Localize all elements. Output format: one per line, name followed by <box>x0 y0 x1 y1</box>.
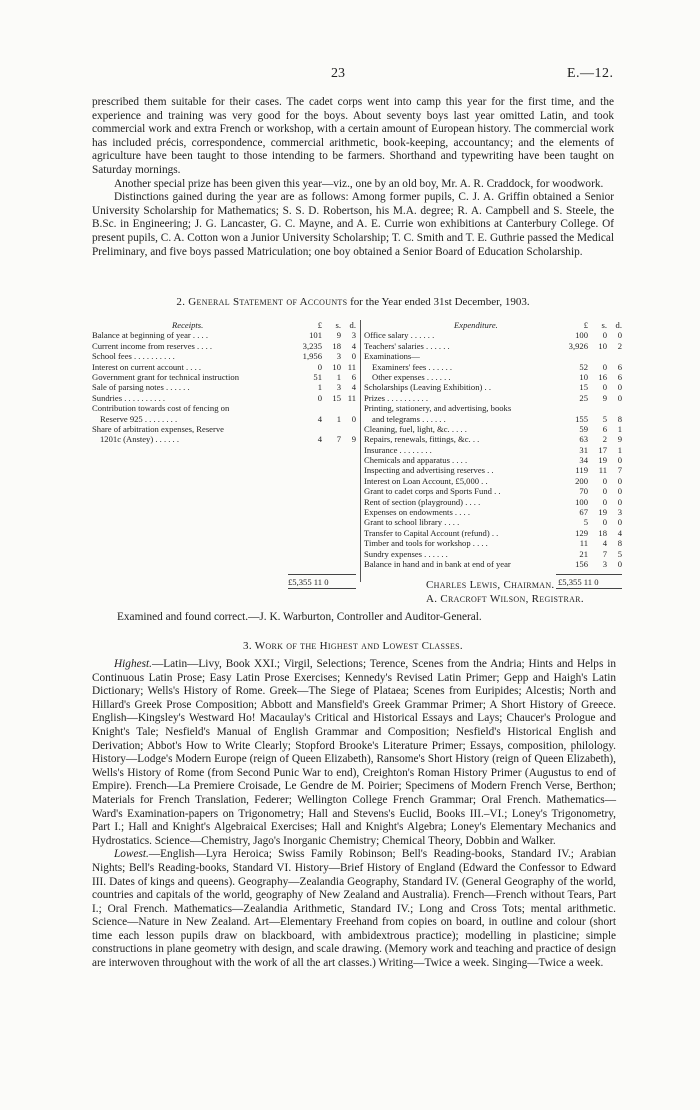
receipts-shillings: 3 <box>336 351 341 362</box>
pence-head: d. <box>615 320 622 330</box>
expenditure-shillings: 18 <box>598 527 607 538</box>
expenditure-row <box>364 507 622 517</box>
expenditure-pence: 0 <box>617 455 622 466</box>
receipts-pence: 11 <box>347 361 356 372</box>
expenditure-pounds: 5 <box>583 517 588 528</box>
receipts-label: Sundries . . . . . . . . . . <box>92 392 166 403</box>
expenditure-shillings: 11 <box>598 465 607 476</box>
expenditure-row <box>364 455 622 465</box>
receipts-pence: 11 <box>347 392 356 403</box>
expenditure-row <box>364 414 622 424</box>
expenditure-label: Transfer to Capital Account (refund) . . <box>364 527 499 538</box>
receipts-total-underline <box>288 588 356 589</box>
expenditure-pounds: 100 <box>575 330 588 341</box>
receipts-pounds: 4 <box>317 413 322 424</box>
receipts-shillings: 9 <box>336 330 341 341</box>
expenditure-pence: 0 <box>617 517 622 528</box>
highest-text: —Latin—Livy, Book XXI.; Virgil, Selections; Terence, Scenes from the Andria; Hints and Helps in Continuous Latin Prose; Easy Latin Prose Exercises; Kennedy's Revised Latin Primer; Gepp and Haigh's Latin Dictionary; Wells's History of Rome. Greek—The Siege of Plataea; Scenes from Euripides; Alcestis; North and Hillard's Greek Prose Composition; Abbott and Mansfield's Greek Grammar Primer; A Short History of Greece. English—Kingsley's Westward Ho! Macaulay's Critical and Historical Essays and Lays; Chaucer's Prologue and Knight's Tale; Nesfield's Manual of English Grammar and Composition; Nesfield's Historical English and Derivation; Abbot's How to Write Clearly; Stopford Brooke's Literature Primer; Essays, composition, philology. History—Lodge's Modern Europe (reign of Queen Elizabeth), Ransome's Short History (reign of Queen Elizabeth), Wells's History of Rome (from Second Punic War to end), Creighton's Roman History Primer (Augustus to end of Empire). French—La Premiere Croisade, Le Gendre de M. Poirier; Specimens of Modern French Verse, Berthon; Materials for French Translation, Federer; Wellington College French Grammar; Oral French. Mathematics—Ward's Examination-papers on Trigonometry; Hall and Stevens's Euclid, Books III.–VI.; Loney's Trigonometry, Part I.; Hall and Knight's Algebraical Exercises; Hall and Knight's Algebra; Loney's Elementary Mechanics and Hydrostatics. Science—Chemistry, Jago's Inorganic Chemistry; Chemical Theory, Dobbin and Walker. <box>92 658 616 847</box>
accounts-title-rest: for the Year ended 31st December, 1903. <box>347 296 530 308</box>
expenditure-shillings: 0 <box>602 382 607 393</box>
audit-statement: Examined and found correct.—J. K. Warburton, Controller and Auditor-General. <box>117 611 482 623</box>
expenditure-pence: 0 <box>617 382 622 393</box>
expenditure-label: Balance in hand and in bank at end of year <box>364 558 511 569</box>
receipts-pence: 6 <box>351 371 356 382</box>
expenditure-total-rule <box>556 574 622 575</box>
expenditure-row <box>364 434 622 444</box>
expenditure-pence: 1 <box>617 423 622 434</box>
highest-label: Highest. <box>114 658 152 670</box>
receipts-label: Share of arbitration expenses, Reserve <box>92 423 224 434</box>
expenditure-label: Expenses on endowments . . . . <box>364 507 470 518</box>
intro-section <box>92 96 614 259</box>
intro-paragraph-1: prescribed them suitable for their cases. The cadet corps went into camp this year for the first time, and the experience and training was very good for the boys. About seventy boys last year omitted Latin, and took commercial work and extra French or workshop, with a certain amount of European history. The commercial work has included précis, correspondence, commercial arithmetic, book-keeping, accountancy; and the elements of agriculture have been taught to those intending to be farmers. Shorthand and typewriting have been taught on Saturday mornings. <box>92 96 614 176</box>
expenditure-shillings: 0 <box>602 517 607 528</box>
page-number: 23 <box>331 66 345 81</box>
expenditure-pence: 9 <box>617 434 622 445</box>
pounds-head: £ <box>317 320 322 330</box>
expenditure-shillings: 0 <box>602 475 607 486</box>
expenditure-label: Grant to cadet corps and Sports Fund . . <box>364 486 501 497</box>
expenditure-label: Inspecting and advertising reserves . . <box>364 465 494 476</box>
highest-class-paragraph <box>92 658 616 848</box>
registrar-signature: A. Cracroft Wilson, Registrar. <box>426 593 584 605</box>
expenditure-label: Printing, stationery, and advertising, books <box>364 403 512 414</box>
expenditure-pounds: 52 <box>579 361 588 372</box>
receipts-pence: 4 <box>351 340 356 351</box>
expenditure-pence: 0 <box>617 475 622 486</box>
expenditure-pounds: 119 <box>575 465 588 476</box>
receipts-row <box>92 362 356 372</box>
expenditure-pence: 0 <box>617 486 622 497</box>
page-header <box>0 66 700 84</box>
expenditure-pounds: 11 <box>579 538 588 549</box>
expenditure-pence: 8 <box>617 413 622 424</box>
expenditure-pounds: 67 <box>579 507 588 518</box>
receipts-total: £5,355 11 0 <box>288 577 329 587</box>
expenditure-shillings: 19 <box>598 507 607 518</box>
receipts-shillings: 3 <box>336 382 341 393</box>
intro-paragraph-3: Distinctions gained during the year are as follows: Among former pupils, C. J. A. Griffin obtained a Senior University Scholarship for Mathematics; S. S. D. Robertson, his M.A. degree; R. A. Campbell and S. Steele, the B.Sc. in Engineering; J. G. Lancaster, G. C. Mayne, and A. E. Currie won exhibitions at Canterbury College. Of present pupils, C. A. Cotton won a Junior University Scholarship; T. C. Smith and T. E. Guthrie passed the Medical Preliminary, and five boys passed Matriculation; one boy obtained a Senior Board of Education Scholarship. <box>92 191 614 258</box>
expenditure-pence: 5 <box>617 548 622 559</box>
expenditure-pounds: 129 <box>575 527 588 538</box>
expenditure-pounds: 59 <box>579 423 588 434</box>
expenditure-label: Timber and tools for workshop . . . . <box>364 538 488 549</box>
expenditure-row <box>364 559 622 569</box>
expenditure-shillings: 0 <box>602 496 607 507</box>
column-divider <box>360 320 361 582</box>
document-reference: E.—12. <box>567 66 614 81</box>
receipts-column <box>92 320 356 445</box>
receipts-row <box>92 414 356 424</box>
expenditure-row <box>364 465 622 475</box>
expenditure-shillings: 9 <box>602 392 607 403</box>
pounds-head: £ <box>583 320 588 330</box>
expenditure-label: Insurance . . . . . . . . <box>364 444 432 455</box>
expenditure-pence: 8 <box>617 538 622 549</box>
shillings-head: s. <box>601 320 607 330</box>
receipts-label: Contribution towards cost of fencing on <box>92 403 230 414</box>
receipts-total-rule <box>288 574 356 575</box>
expenditure-pence: 3 <box>617 507 622 518</box>
expenditure-shillings: 10 <box>598 340 607 351</box>
receipts-row <box>92 330 356 340</box>
expenditure-shillings: 16 <box>598 371 607 382</box>
expenditure-header-row <box>364 320 622 330</box>
expenditure-label: Repairs, renewals, fittings, &c. . . <box>364 434 480 445</box>
expenditure-pounds: 15 <box>579 382 588 393</box>
receipts-heading: Receipts. <box>172 320 204 330</box>
expenditure-shillings: 2 <box>602 434 607 445</box>
expenditure-pence: 0 <box>617 496 622 507</box>
receipts-row <box>92 351 356 361</box>
receipts-pence: 0 <box>351 413 356 424</box>
expenditure-label: Scholarships (Leaving Exhibition) . . <box>364 382 491 393</box>
receipts-label: Reserve 925 . . . . . . . . <box>100 413 178 424</box>
receipts-row <box>92 372 356 382</box>
expenditure-row <box>364 424 622 434</box>
lowest-text: —English—Lyra Heroica; Swiss Family Robinson; Bell's Reading-books, Standard IV.; Arabian Nights; Bell's Reading-books, Standard VI. History—Brief History of England (Edward the Confessor to Edward III. Dates of kings and queens). Geography—Zealandia Geography, Standard IV. (General Geography of the world, countries and capitals of the world, geography of New Zealand and Australia). French—French without Tears, Part I.; Oral French. Mathematics—Zealandia Arithmetic, Standard IV.; Long and Cross Tots; mental arithmetic. Science—Nature in New Zealand. Art—Elementary Freehand from copies on board, in outline and colour (short time each lesson pupils draw on blackboard, with ambidextrous practice); modelling in plasticine; simple constructions in plane geometry with design, and scale drawing. (Memory work and teaching and practice of design are interwoven throughout with the work of all the art classes.) Writing—Twice a week. Singing—Twice a week. <box>92 848 616 970</box>
expenditure-shillings: 3 <box>602 558 607 569</box>
lowest-class-paragraph <box>92 848 616 970</box>
lowest-label: Lowest. <box>114 848 149 861</box>
expenditure-label: Examinations— <box>364 351 420 362</box>
accounts-title-prefix: 2. General Statement of Accounts <box>176 296 348 308</box>
expenditure-row <box>364 362 622 372</box>
expenditure-row <box>364 476 622 486</box>
receipts-label: 1201c (Anstey) . . . . . . <box>100 434 180 445</box>
expenditure-shillings: 4 <box>602 538 607 549</box>
receipts-pence: 4 <box>351 382 356 393</box>
expenditure-row <box>364 351 622 361</box>
pence-head: d. <box>349 320 356 330</box>
receipts-shillings: 1 <box>336 413 341 424</box>
expenditure-pounds: 70 <box>579 486 588 497</box>
expenditure-row <box>364 372 622 382</box>
receipts-label: Balance at beginning of year . . . . <box>92 330 208 341</box>
expenditure-label: Grant to school library . . . . <box>364 517 460 528</box>
expenditure-label: Other expenses . . . . . . <box>372 371 451 382</box>
receipts-shillings: 1 <box>336 371 341 382</box>
expenditure-pence: 6 <box>617 361 622 372</box>
receipts-shillings: 7 <box>336 434 341 445</box>
expenditure-pence: 6 <box>617 371 622 382</box>
expenditure-row <box>364 382 622 392</box>
shillings-head: s. <box>335 320 341 330</box>
section-3-title: 3. Work of the Highest and Lowest Classes. <box>243 640 463 652</box>
intro-paragraph-2: Another special prize has been given this year—viz., one by an old boy, Mr. A. R. Craddock, for woodwork. <box>114 177 604 190</box>
expenditure-shillings: 17 <box>598 444 607 455</box>
expenditure-shillings: 0 <box>602 361 607 372</box>
expenditure-row <box>364 517 622 527</box>
receipts-label: Sale of parsing notes . . . . . . <box>92 382 190 393</box>
receipts-pounds: 0 <box>317 392 322 403</box>
receipts-pence: 0 <box>351 351 356 362</box>
expenditure-pence: 0 <box>617 558 622 569</box>
receipts-row <box>92 424 356 434</box>
expenditure-pounds: 10 <box>579 371 588 382</box>
receipts-shillings: 18 <box>332 340 341 351</box>
receipts-row <box>92 434 356 444</box>
expenditure-shillings: 0 <box>602 330 607 341</box>
expenditure-pounds: 25 <box>579 392 588 403</box>
expenditure-shillings: 0 <box>602 486 607 497</box>
expenditure-pence: 4 <box>617 527 622 538</box>
expenditure-pounds: 21 <box>579 548 588 559</box>
expenditure-pence: 1 <box>617 444 622 455</box>
receipts-pence: 9 <box>351 434 356 445</box>
receipts-row <box>92 393 356 403</box>
expenditure-label: Prizes . . . . . . . . . . <box>364 392 428 403</box>
receipts-label: School fees . . . . . . . . . . <box>92 351 175 362</box>
expenditure-pounds: 100 <box>575 496 588 507</box>
expenditure-row <box>364 445 622 455</box>
receipts-label: Interest on current account . . . . <box>92 361 202 372</box>
accounts-title <box>92 296 614 308</box>
expenditure-pounds: 34 <box>579 455 588 466</box>
expenditure-column <box>364 320 622 569</box>
expenditure-label: Examiners' fees . . . . . . <box>372 361 453 372</box>
expenditure-pounds: 63 <box>579 434 588 445</box>
expenditure-pounds: 3,926 <box>568 340 588 351</box>
expenditure-label: Sundry expenses . . . . . . <box>364 548 448 559</box>
receipts-pounds: 51 <box>313 371 322 382</box>
expenditure-row <box>364 403 622 413</box>
expenditure-row <box>364 341 622 351</box>
expenditure-label: Chemicals and apparatus . . . . <box>364 455 468 466</box>
receipts-row <box>92 382 356 392</box>
receipts-label: Government grant for technical instruction <box>92 371 240 382</box>
chairman-signature: Charles Lewis, Chairman. <box>426 579 555 591</box>
expenditure-pence: 0 <box>617 392 622 403</box>
receipts-pounds: 4 <box>317 434 322 445</box>
receipts-pounds: 1 <box>317 382 322 393</box>
expenditure-label: Teachers' salaries . . . . . . <box>364 340 450 351</box>
receipts-header-row <box>92 320 356 330</box>
expenditure-pence: 7 <box>617 465 622 476</box>
expenditure-row <box>364 528 622 538</box>
receipts-pounds: 1,956 <box>302 351 322 362</box>
expenditure-shillings: 6 <box>602 423 607 434</box>
receipts-pounds: 101 <box>309 330 322 341</box>
receipts-shillings: 10 <box>332 361 341 372</box>
receipts-shillings: 15 <box>332 392 341 403</box>
expenditure-pounds: 155 <box>575 413 588 424</box>
expenditure-heading: Expenditure. <box>454 320 498 330</box>
expenditure-label: Rent of section (playground) . . . . <box>364 496 481 507</box>
expenditure-shillings: 19 <box>598 455 607 466</box>
receipts-pounds: 3,235 <box>302 340 322 351</box>
receipts-row <box>92 341 356 351</box>
expenditure-label: and telegrams . . . . . . <box>372 413 446 424</box>
expenditure-row <box>364 549 622 559</box>
expenditure-pounds: 156 <box>575 558 588 569</box>
receipts-row <box>92 403 356 413</box>
expenditure-total-underline <box>556 588 622 589</box>
expenditure-row <box>364 497 622 507</box>
expenditure-pence: 2 <box>617 340 622 351</box>
expenditure-label: Cleaning, fuel, light, &c. . . . . <box>364 423 467 434</box>
expenditure-pence: 0 <box>617 330 622 341</box>
expenditure-shillings: 5 <box>602 413 607 424</box>
receipts-pounds: 0 <box>317 361 322 372</box>
classes-section <box>92 658 616 971</box>
receipts-label: Current income from reserves . . . . <box>92 340 213 351</box>
expenditure-row <box>364 393 622 403</box>
expenditure-shillings: 7 <box>602 548 607 559</box>
expenditure-label: Interest on Loan Account, £5,000 . . <box>364 475 488 486</box>
expenditure-row <box>364 538 622 548</box>
expenditure-row <box>364 486 622 496</box>
expenditure-label: Office salary . . . . . . <box>364 330 435 341</box>
receipts-pence: 3 <box>351 330 356 341</box>
expenditure-row <box>364 330 622 340</box>
expenditure-total: £5,355 11 0 <box>558 577 599 587</box>
expenditure-pounds: 31 <box>579 444 588 455</box>
expenditure-pounds: 200 <box>575 475 588 486</box>
